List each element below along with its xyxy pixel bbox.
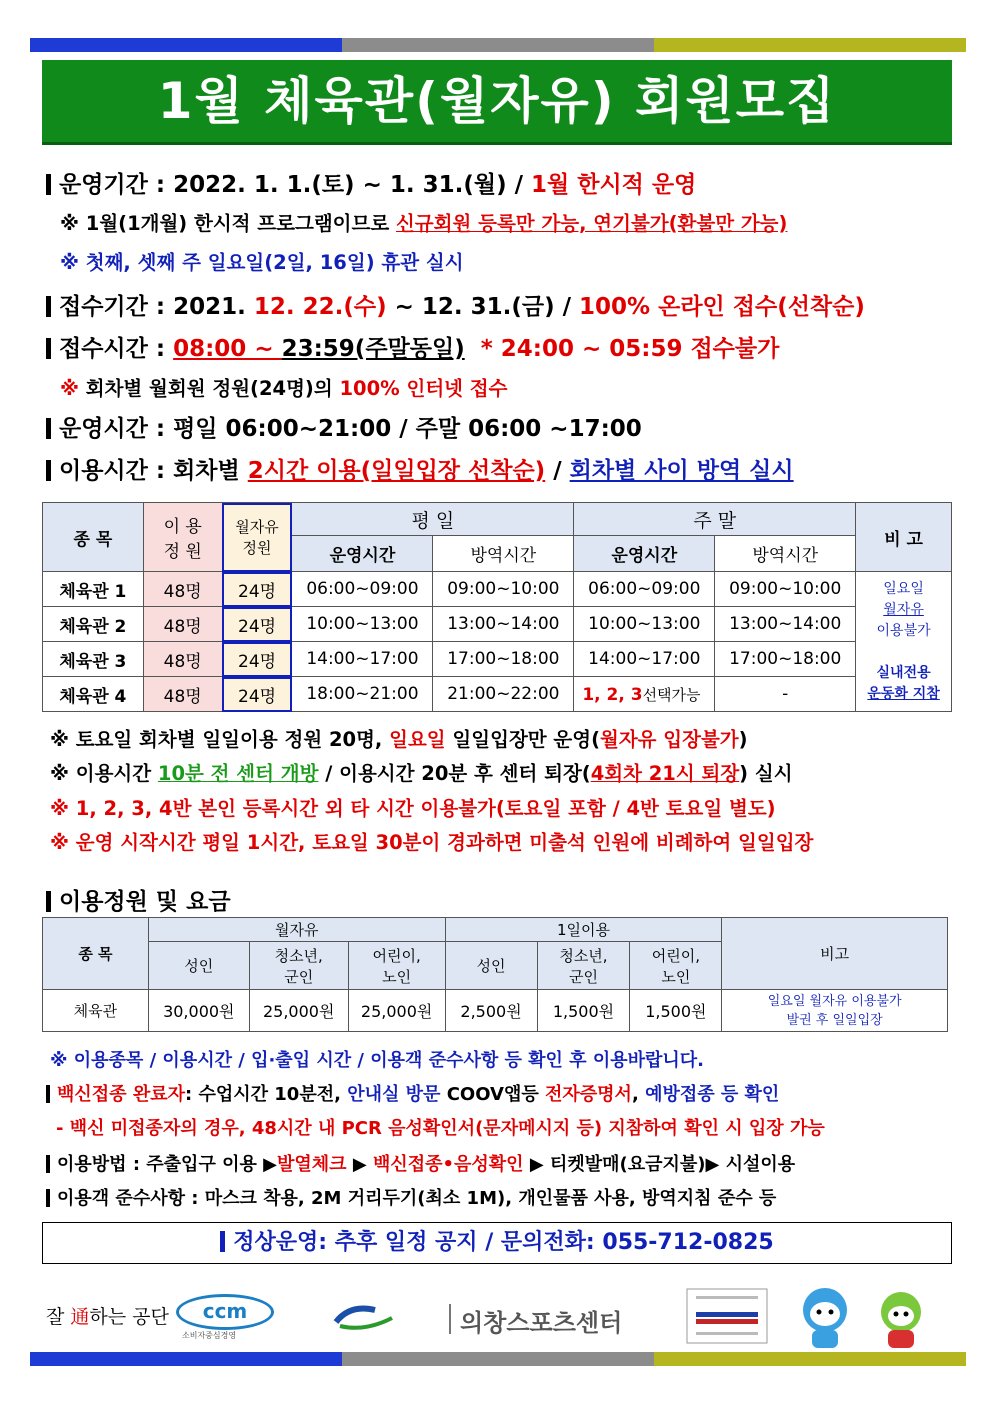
th-weekend-dis: 방역시간 <box>715 536 856 572</box>
logo-divider <box>449 1304 451 1334</box>
fees-th-youth: 청소년, 군인 <box>249 942 348 990</box>
fees-heading: 이용정원 및 요금 <box>46 883 231 916</box>
th-note: 비 고 <box>856 503 952 572</box>
row-name: 체육관 1 <box>43 572 144 607</box>
row-weekend-dis: 13:00~14:00 <box>715 607 856 642</box>
registration-time-line: 접수시간 : 08:00 ~ 23:59(주말동일) * 24:00 ~ 05:59 접수불가 <box>46 330 779 363</box>
row-weekday-op: 14:00~17:00 <box>292 642 433 677</box>
ccm-caption: 소비자중심경영 <box>182 1331 237 1340</box>
th-weekday-dis: 방역시간 <box>433 536 574 572</box>
vaccinated-line: 백신접종 완료자: 수업시간 10분전, 안내실 방문 COOV앱등 전자증명서, 예방접종 등 확인 <box>46 1080 779 1106</box>
row-weekend-op: 06:00~09:00 <box>574 572 715 607</box>
table-row <box>43 572 952 607</box>
fee-daily-child: 1,500원 <box>630 990 722 1032</box>
row-free-capacity: 24명 <box>222 677 292 712</box>
fees-th-adult: 성인 <box>445 942 537 990</box>
row-name: 체육관 2 <box>43 607 144 642</box>
row-weekday-dis: 13:00~14:00 <box>433 607 574 642</box>
th-weekend-op: 운영시간 <box>574 536 715 572</box>
fee-monthly-child: 25,000원 <box>348 990 445 1032</box>
notice-check-before-use: ※ 이용종목 / 이용시간 / 입·출입 시간 / 이용객 준수사항 등 확인 후 이용바랍니다. <box>50 1050 704 1071</box>
schedule-note: 일요일 월자유 이용불가 실내전용 운동화 지참 <box>856 572 952 712</box>
fees-table <box>42 917 948 1032</box>
usage-time-line: 이용시간 : 회차별 2시간 이용(일일입장 선착순) / 회차별 사이 방역 실시 <box>46 452 794 485</box>
top-color-bar <box>30 38 966 52</box>
row-weekday-dis: 09:00~10:00 <box>433 572 574 607</box>
row-weekday-op: 18:00~21:00 <box>292 677 433 712</box>
row-weekend-dis: - <box>715 677 856 712</box>
slogan-logo: 잘 通하는 공단 <box>46 1306 169 1328</box>
th-weekend: 주 말 <box>574 503 856 536</box>
row-free-capacity: 24명 <box>222 572 292 607</box>
row-weekend-dis: 09:00~10:00 <box>715 572 856 607</box>
row-weekend-op: 14:00~17:00 <box>574 642 715 677</box>
fees-note: 일요일 월자유 이용불가 발권 후 일일입장 <box>722 990 948 1032</box>
schedule-table <box>42 502 952 712</box>
row-weekend-op: 10:00~13:00 <box>574 607 715 642</box>
fee-daily-youth: 1,500원 <box>537 990 630 1032</box>
row-weekend-op: 1, 2, 3선택가능 <box>574 677 715 712</box>
table-row <box>43 990 948 1032</box>
fees-th-daily: 1일이용 <box>445 918 722 942</box>
row-capacity: 48명 <box>143 677 222 712</box>
row-capacity: 48명 <box>143 642 222 677</box>
th-free-capacity: 월자유 정원 <box>222 503 292 572</box>
th-weekday: 평 일 <box>292 503 574 536</box>
row-weekend-dis: 17:00~18:00 <box>715 642 856 677</box>
row-free-capacity: 24명 <box>222 642 292 677</box>
rules-line: 이용객 준수사항 : 마스크 착용, 2M 거리두기(최소 1M), 개인물품 사용, 방역지침 준수 등 <box>46 1184 776 1210</box>
blue-mascot-icon <box>790 1284 860 1350</box>
row-capacity: 48명 <box>143 572 222 607</box>
row-name: 체육관 3 <box>43 642 144 677</box>
note-closed-sundays: ※ 첫째, 셋째 주 일요일(2일, 16일) 휴관 실시 <box>60 251 464 274</box>
fee-daily-adult: 2,500원 <box>445 990 537 1032</box>
note-saturday: ※ 토요일 회차별 일일이용 정원 20명, 일요일 일일입장만 운영(월자유 입장불가) <box>50 728 748 751</box>
th-capacity: 이 용 정 원 <box>143 503 222 572</box>
contact-box: 정상운영: 추후 일정 공지 / 문의전화: 055-712-0825 <box>42 1222 952 1264</box>
table-row <box>43 642 952 677</box>
note-one-month: ※ 1월(1개월) 한시적 프로그램이므로 신규회원 등록만 가능, 연기불가(환불만 가능) <box>60 212 788 235</box>
th-item: 종 목 <box>43 503 144 572</box>
fees-th-adult: 성인 <box>148 942 249 990</box>
fees-th-child: 어린이, 노인 <box>348 942 445 990</box>
fees-row-name: 체육관 <box>43 990 149 1032</box>
th-weekday-op: 운영시간 <box>292 536 433 572</box>
center-logo: 의창스포츠센터 <box>460 1309 623 1337</box>
row-weekday-dis: 17:00~18:00 <box>433 642 574 677</box>
row-name: 체육관 4 <box>43 677 144 712</box>
fees-th-monthly: 월자유 <box>148 918 445 942</box>
page-title: 1월 체육관(월자유) 회원모집 <box>42 60 952 145</box>
fees-th-youth: 청소년, 군인 <box>537 942 630 990</box>
fees-th-child: 어린이, 노인 <box>630 942 722 990</box>
fees-th-note: 비고 <box>722 918 948 990</box>
bottom-color-bar <box>30 1352 966 1366</box>
facilities-logo-icon <box>330 1304 400 1330</box>
ccm-logo: ccm <box>176 1294 274 1330</box>
usage-method-line: 이용방법 : 주출입구 이용 ▶발열체크 ▶ 백신접종•음성확인 ▶ 티켓발매(요금지불)▶ 시설이용 <box>46 1150 795 1176</box>
unvaccinated-line: - 백신 미접종자의 경우, 48시간 내 PCR 음성확인서(문자메시지 등) 지참하여 확인 시 입장 가능 <box>56 1118 825 1139</box>
table-row <box>43 677 952 712</box>
row-weekday-dis: 21:00~22:00 <box>433 677 574 712</box>
row-weekday-op: 10:00~13:00 <box>292 607 433 642</box>
registration-period-line: 접수기간 : 2021. 12. 22.(수) ~ 12. 31.(금) / 100% 온라인 접수(선착순) <box>46 288 865 321</box>
note-online-registration: ※ 회차별 월회원 정원(24명)의 100% 인터넷 접수 <box>60 377 508 400</box>
operation-period-line: 운영기간 : 2022. 1. 1.(토) ~ 1. 31.(월) / 1월 한시적 운영 <box>46 166 696 199</box>
row-free-capacity: 24명 <box>222 607 292 642</box>
fee-monthly-adult: 30,000원 <box>148 990 249 1032</box>
row-weekday-op: 06:00~09:00 <box>292 572 433 607</box>
table-row <box>43 607 952 642</box>
fees-th-item: 종 목 <box>43 918 149 990</box>
green-mascot-icon <box>866 1286 936 1350</box>
fee-monthly-youth: 25,000원 <box>249 990 348 1032</box>
note-center-open: ※ 이용시간 10분 전 센터 개방 / 이용시간 20분 후 센터 퇴장(4회차 21시 퇴장) 실시 <box>50 762 793 785</box>
certification-seal-icon <box>686 1288 768 1344</box>
row-capacity: 48명 <box>143 607 222 642</box>
note-class-time: ※ 1, 2, 3, 4반 본인 등록시간 외 타 시간 이용불가(토요일 포함 / 4반 토요일 별도) <box>50 797 776 820</box>
operating-hours-line: 운영시간 : 평일 06:00~21:00 / 주말 06:00 ~17:00 <box>46 410 642 443</box>
note-late-start: ※ 운영 시작시간 평일 1시간, 토요일 30분이 경과하면 미출석 인원에 비례하여 일일입장 <box>50 831 814 854</box>
